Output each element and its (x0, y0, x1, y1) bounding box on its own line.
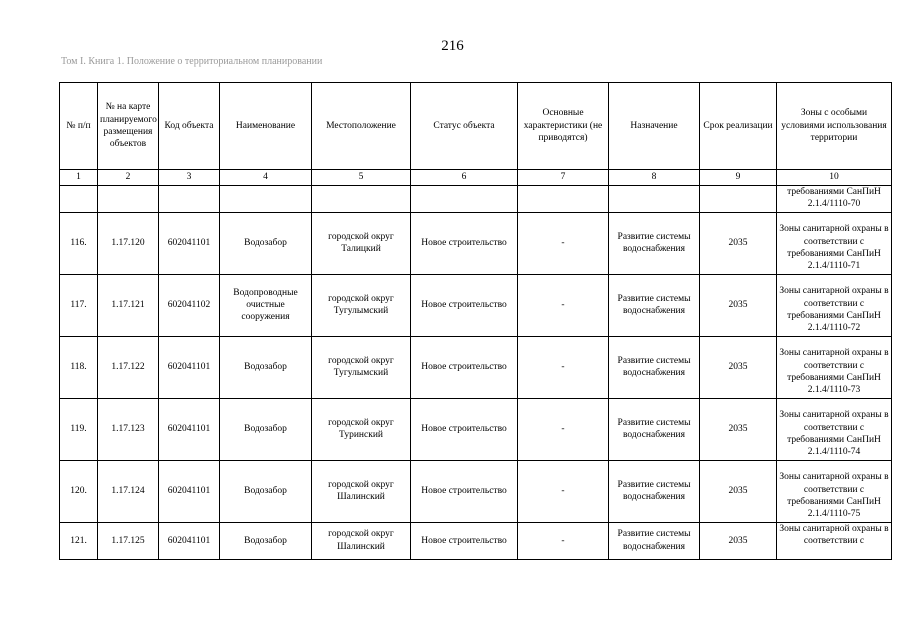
table-row (60, 398, 892, 460)
column-number: 5 (312, 170, 411, 186)
zone-cell: требованиями СанПиН 2.1.4/1110-70 (777, 186, 892, 213)
column-header: Срок реализации (700, 83, 777, 170)
implementation-term: 2035 (700, 398, 777, 460)
zone-cell: Зоны санитарной охраны в соответствии с (777, 522, 892, 559)
object-purpose: Развитие системы водоснабжения (609, 398, 700, 460)
zone-cell: Зоны санитарной охраны в соответствии с требованиями СанПиН 2.1.4/1110-74 (777, 398, 892, 460)
implementation-term: 2035 (700, 212, 777, 274)
column-number: 10 (777, 170, 892, 186)
object-status: Новое строительство (411, 522, 518, 559)
column-number: 2 (98, 170, 159, 186)
object-name: Водозабор (220, 460, 312, 522)
object-code: 602041102 (159, 274, 220, 336)
column-header: Код объекта (159, 83, 220, 170)
object-location: городской округ Тугулымский (312, 274, 411, 336)
column-number: 1 (60, 170, 98, 186)
object-characteristics: - (518, 336, 609, 398)
row-number: 120. (60, 460, 98, 522)
table-row (60, 336, 892, 398)
column-header: № на карте планируемого размещения объектов (98, 83, 159, 170)
table-row (60, 460, 892, 522)
object-status: Новое строительство (411, 274, 518, 336)
implementation-term: 2035 (700, 274, 777, 336)
row-number: 116. (60, 212, 98, 274)
map-number: 1.17.121 (98, 274, 159, 336)
continuation-row (60, 186, 892, 213)
object-characteristics: - (518, 460, 609, 522)
object-status: Новое строительство (411, 398, 518, 460)
object-purpose: Развитие системы водоснабжения (609, 336, 700, 398)
column-number: 8 (609, 170, 700, 186)
object-location: городской округ Тугулымский (312, 336, 411, 398)
column-header: Назначение (609, 83, 700, 170)
page-number: 216 (441, 38, 464, 54)
row-number: 121. (60, 522, 98, 559)
object-name: Водозабор (220, 212, 312, 274)
object-location: городской округ Шалинский (312, 460, 411, 522)
object-purpose: Развитие системы водоснабжения (609, 274, 700, 336)
row-number: 118. (60, 336, 98, 398)
object-location: городской округ Шалинский (312, 522, 411, 559)
implementation-term: 2035 (700, 460, 777, 522)
object-code: 602041101 (159, 522, 220, 559)
column-number: 4 (220, 170, 312, 186)
object-purpose: Развитие системы водоснабжения (609, 212, 700, 274)
implementation-term: 2035 (700, 336, 777, 398)
column-header: Местоположение (312, 83, 411, 170)
zone-cell: Зоны санитарной охраны в соответствии с требованиями СанПиН 2.1.4/1110-75 (777, 460, 892, 522)
object-characteristics: - (518, 522, 609, 559)
zone-cell: Зоны санитарной охраны в соответствии с требованиями СанПиН 2.1.4/1110-71 (777, 212, 892, 274)
object-code: 602041101 (159, 336, 220, 398)
table-row (60, 274, 892, 336)
table-row (60, 522, 892, 559)
object-name: Водозабор (220, 522, 312, 559)
column-header: № п/п (60, 83, 98, 170)
column-number: 6 (411, 170, 518, 186)
object-characteristics: - (518, 274, 609, 336)
object-characteristics: - (518, 398, 609, 460)
objects-table (59, 82, 892, 560)
object-status: Новое строительство (411, 460, 518, 522)
row-number: 117. (60, 274, 98, 336)
object-code: 602041101 (159, 398, 220, 460)
running-header: Том I. Книга 1. Положение о территориальном планировании (61, 56, 323, 67)
column-header: Зоны с особыми условиями использования территории (777, 83, 892, 170)
object-purpose: Развитие системы водоснабжения (609, 460, 700, 522)
object-code: 602041101 (159, 212, 220, 274)
zone-cell: Зоны санитарной охраны в соответствии с требованиями СанПиН 2.1.4/1110-73 (777, 336, 892, 398)
implementation-term: 2035 (700, 522, 777, 559)
column-header: Статус объекта (411, 83, 518, 170)
object-location: городской округ Туринский (312, 398, 411, 460)
object-status: Новое строительство (411, 212, 518, 274)
object-name: Водозабор (220, 336, 312, 398)
column-number: 3 (159, 170, 220, 186)
row-number: 119. (60, 398, 98, 460)
object-purpose: Развитие системы водоснабжения (609, 522, 700, 559)
object-status: Новое строительство (411, 336, 518, 398)
zone-cell: Зоны санитарной охраны в соответствии с требованиями СанПиН 2.1.4/1110-72 (777, 274, 892, 336)
map-number: 1.17.120 (98, 212, 159, 274)
object-characteristics: - (518, 212, 609, 274)
map-number: 1.17.123 (98, 398, 159, 460)
map-number: 1.17.124 (98, 460, 159, 522)
map-number: 1.17.125 (98, 522, 159, 559)
object-code: 602041101 (159, 460, 220, 522)
column-header: Основные характеристики (не приводятся) (518, 83, 609, 170)
object-location: городской округ Талицкий (312, 212, 411, 274)
column-number-row (60, 170, 892, 186)
table-row (60, 212, 892, 274)
object-name: Водозабор (220, 398, 312, 460)
column-header: Наименование (220, 83, 312, 170)
column-number: 7 (518, 170, 609, 186)
map-number: 1.17.122 (98, 336, 159, 398)
object-name: Водопроводные очистные сооружения (220, 274, 312, 336)
column-number: 9 (700, 170, 777, 186)
header-row (60, 83, 892, 170)
